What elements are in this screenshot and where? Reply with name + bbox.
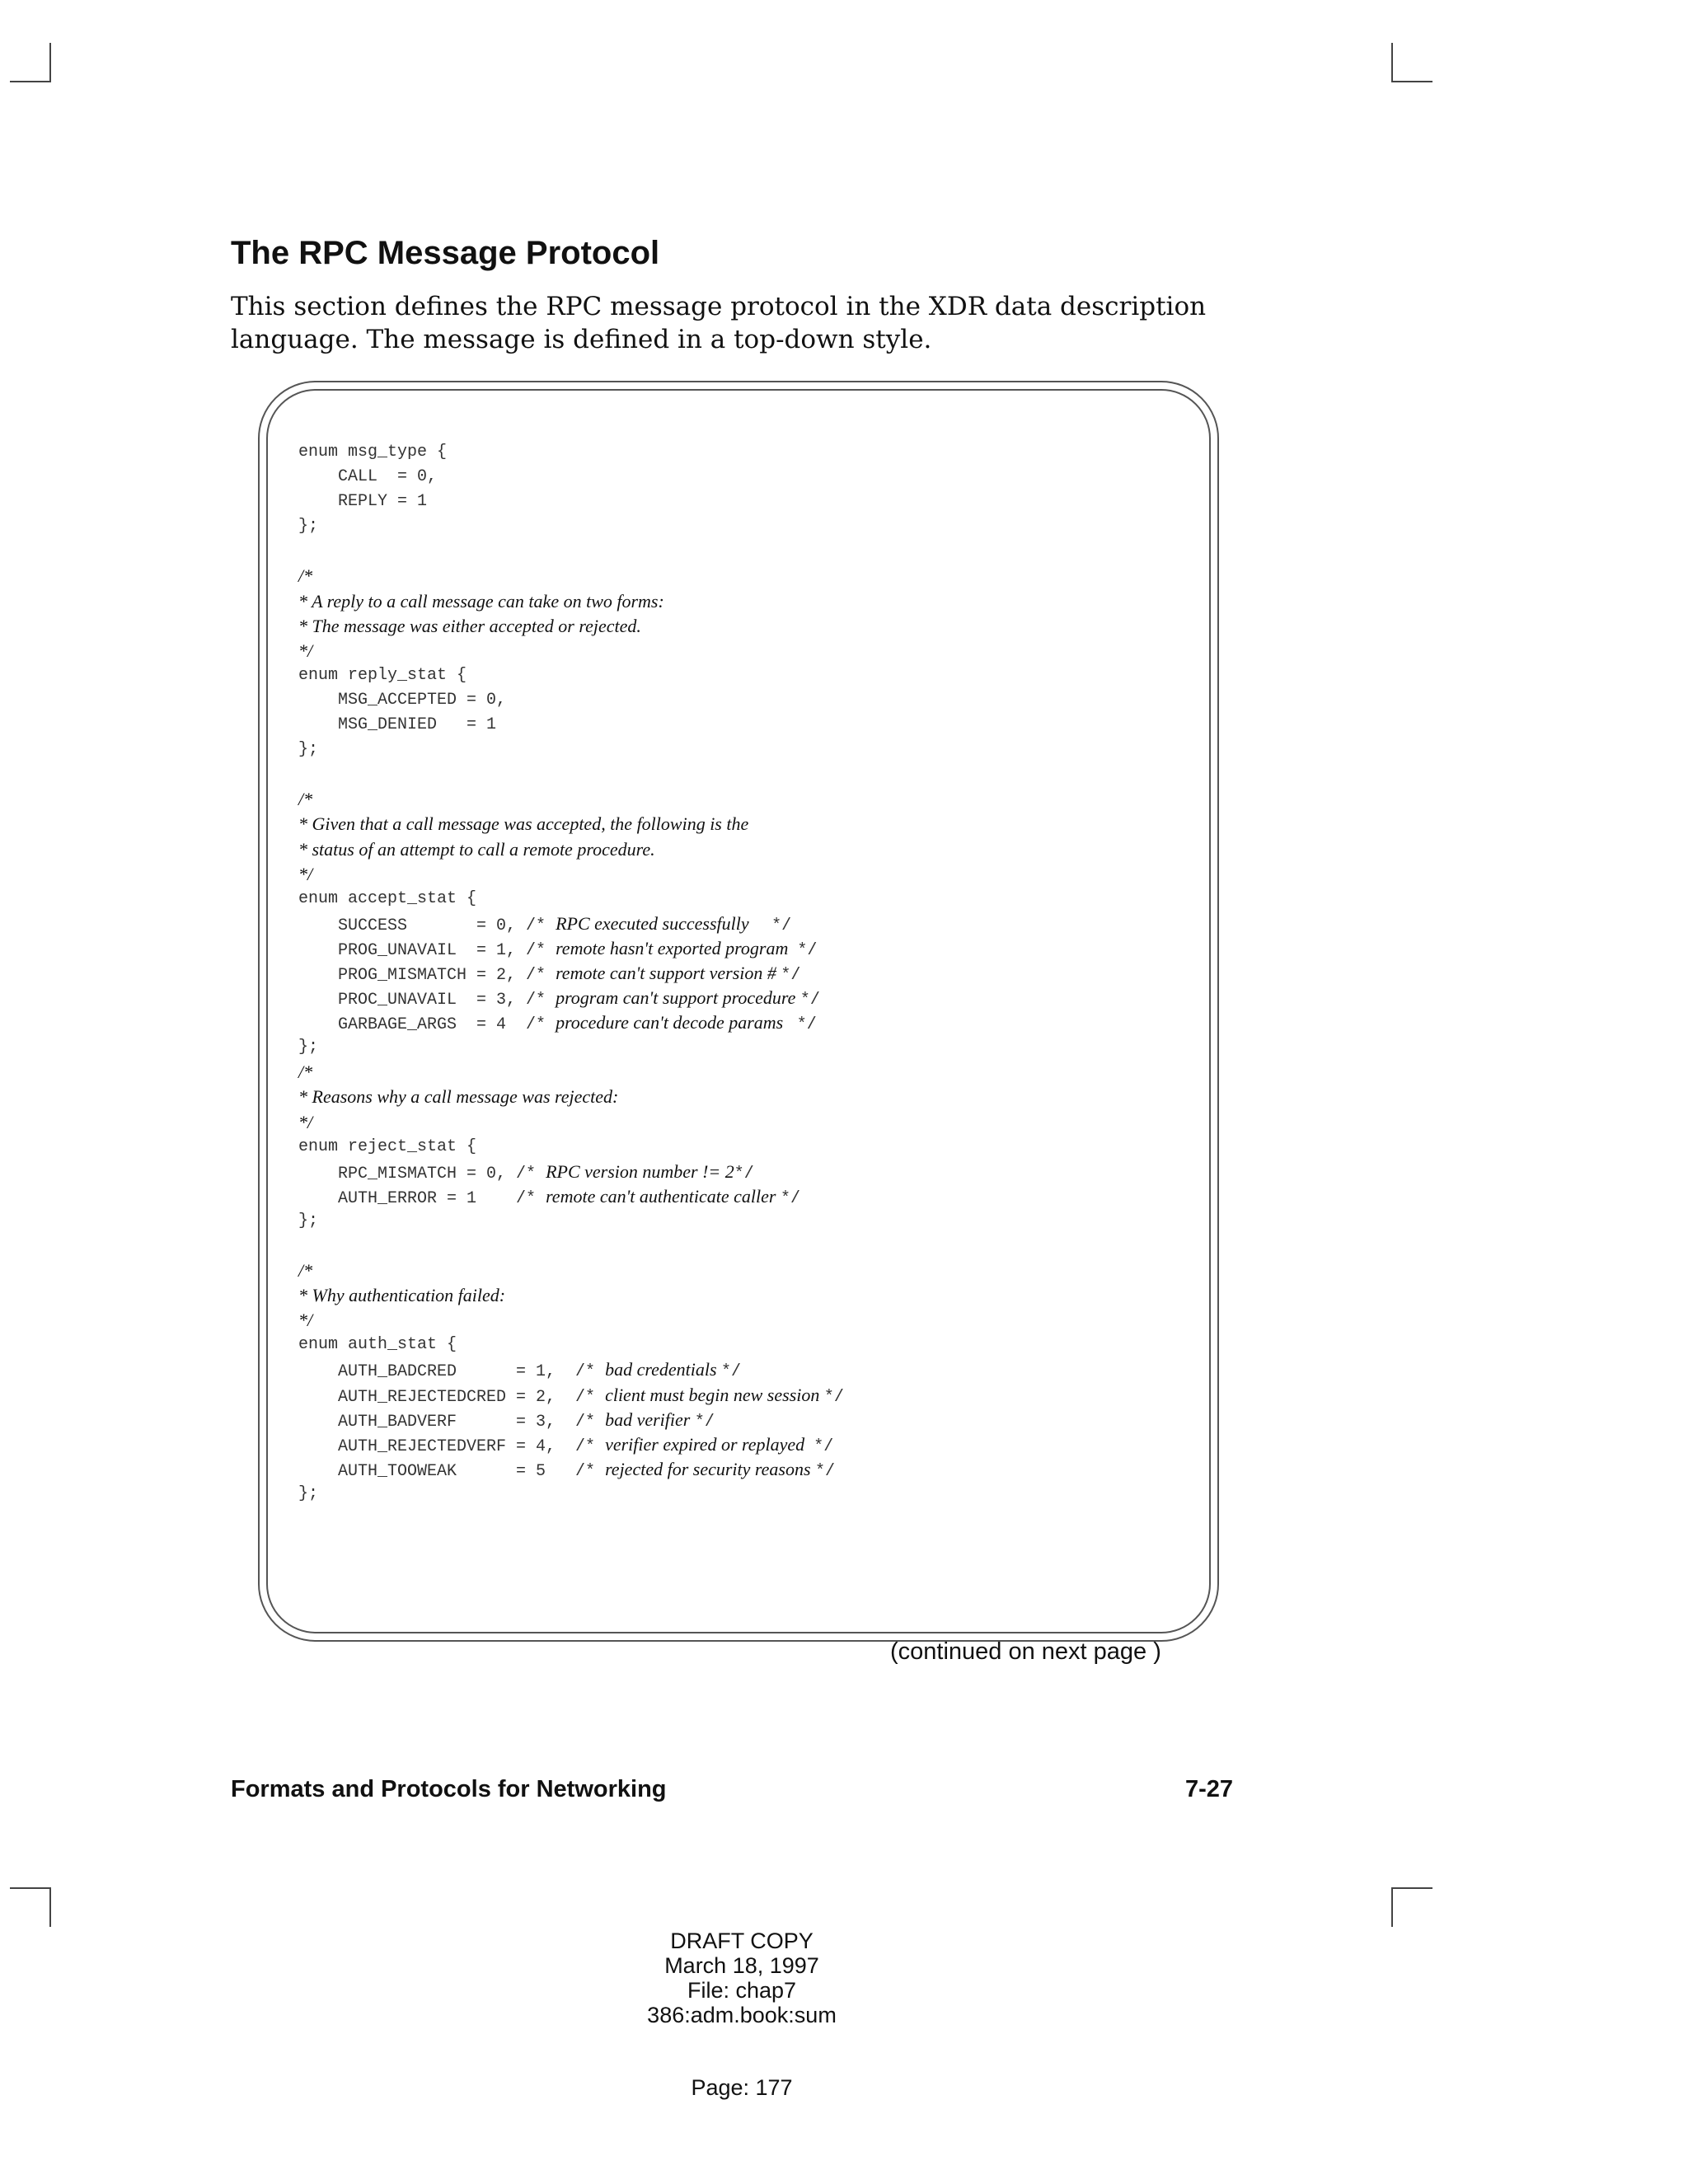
comment-end: */ xyxy=(796,1015,817,1035)
code-line xyxy=(298,1482,1189,1507)
draft-stamp xyxy=(577,1929,907,2027)
code-line xyxy=(298,1135,1189,1160)
draft-book: 386:adm.book:sum xyxy=(647,2003,837,2027)
code-text: }; xyxy=(298,1483,319,1503)
code-comment-line: */ xyxy=(298,863,313,884)
comment-end: */ xyxy=(815,1461,836,1481)
code-line xyxy=(298,1408,1189,1432)
code-text: AUTH_BADCRED = 1, /* xyxy=(298,1362,606,1382)
inline-comment: bad verifier xyxy=(605,1408,695,1430)
crop-mark-top-left-h xyxy=(10,81,51,82)
code-text: PROG_MISMATCH = 2, /* xyxy=(298,965,556,985)
code-line xyxy=(298,1357,1189,1382)
draft-page-number: Page: 177 xyxy=(691,2075,793,2100)
code-text: REPLY = 1 xyxy=(298,492,428,512)
code-line xyxy=(298,688,1189,713)
inline-comment: RPC version number != 2 xyxy=(546,1160,734,1182)
crop-mark-bottom-left-v xyxy=(49,1887,51,1927)
code-text: MSG_DENIED = 1 xyxy=(298,715,497,735)
intro-line: This section defines the RPC message protocol in the XDR data description xyxy=(231,292,1207,321)
comment-end: */ xyxy=(734,1164,754,1183)
code-line xyxy=(298,440,1189,465)
comment-end: */ xyxy=(814,1436,834,1456)
code-text: }; xyxy=(298,1211,319,1230)
comment-end: */ xyxy=(799,991,820,1010)
code-comment-line: * Why authentication failed: xyxy=(298,1285,506,1306)
draft-line: DRAFT COPY xyxy=(670,1929,814,1953)
code-text: enum accept_stat { xyxy=(298,888,477,908)
section-title: The RPC Message Protocol xyxy=(231,235,660,271)
comment-end: */ xyxy=(771,916,792,935)
inline-comment: remote can't support version # xyxy=(556,962,781,983)
inline-comment: bad credentials xyxy=(605,1359,721,1380)
code-text: enum msg_type { xyxy=(298,443,448,462)
code-text: MSG_ACCEPTED = 0, xyxy=(298,690,507,710)
comment-end: */ xyxy=(780,1188,800,1208)
code-text: enum auth_stat { xyxy=(298,1335,457,1355)
inline-comment: rejected for security reasons xyxy=(605,1458,816,1479)
code-text: enum reject_stat { xyxy=(298,1137,477,1156)
draft-file: File: chap7 xyxy=(687,1978,797,2003)
code-line xyxy=(298,1035,1189,1060)
crop-mark-bottom-left-h xyxy=(10,1887,51,1889)
code-comment-line: * status of an attempt to call a remote procedure. xyxy=(298,838,655,860)
code-line xyxy=(298,986,1189,1010)
code-line xyxy=(298,1432,1189,1457)
code-listing xyxy=(298,440,1189,1507)
code-line xyxy=(298,762,1189,787)
crop-mark-top-right-v xyxy=(1391,43,1393,82)
code-line xyxy=(298,1383,1189,1408)
code-line xyxy=(298,738,1189,762)
code-comment-line: */ xyxy=(298,1310,313,1331)
code-text: AUTH_REJECTEDVERF = 4, /* xyxy=(298,1436,606,1456)
code-text: enum reply_stat { xyxy=(298,665,467,685)
code-line xyxy=(298,961,1189,986)
code-text: PROG_UNAVAIL = 1, /* xyxy=(298,940,556,960)
intro-line: language. The message is defined in a top-down style. xyxy=(231,325,932,354)
comment-end: */ xyxy=(694,1412,715,1432)
inline-comment: remote can't authenticate caller xyxy=(546,1185,781,1207)
code-text: }; xyxy=(298,740,319,760)
intro-paragraph xyxy=(231,290,1220,356)
code-text: AUTH_REJECTEDCRED = 2, /* xyxy=(298,1387,606,1407)
code-line xyxy=(298,1160,1189,1184)
code-text: AUTH_BADVERF = 3, /* xyxy=(298,1412,606,1432)
code-comment-line: * Given that a call message was accepted, the following is the xyxy=(298,813,749,835)
code-comment-line: /* xyxy=(298,565,313,587)
code-text: PROC_UNAVAIL = 3, /* xyxy=(298,991,556,1010)
comment-end: */ xyxy=(721,1362,742,1382)
code-line xyxy=(298,490,1189,514)
code-comment-line: * The message was either accepted or rejected. xyxy=(298,615,641,636)
code-line xyxy=(298,1457,1189,1482)
crop-mark-bottom-right-h xyxy=(1391,1887,1432,1889)
inline-comment: program can't support procedure xyxy=(556,987,800,1009)
crop-mark-top-right-h xyxy=(1391,81,1432,82)
footer-title: Formats and Protocols for Networking xyxy=(231,1776,667,1802)
code-line xyxy=(298,539,1189,564)
continued-note: (continued on next page ) xyxy=(890,1638,1161,1665)
code-line xyxy=(298,1333,1189,1357)
code-text: SUCCESS = 0, /* xyxy=(298,916,556,935)
code-line xyxy=(298,1209,1189,1234)
code-text: GARBAGE_ARGS = 4 /* xyxy=(298,1015,556,1035)
code-text: CALL = 0, xyxy=(298,467,438,487)
code-line xyxy=(298,1234,1189,1258)
code-comment-line: /* xyxy=(298,1062,313,1083)
crop-mark-top-left-v xyxy=(49,43,51,82)
code-line xyxy=(298,912,1189,936)
comment-end: */ xyxy=(823,1387,844,1407)
code-line xyxy=(298,1010,1189,1035)
code-comment-line: * Reasons why a call message was rejected: xyxy=(298,1086,619,1108)
code-line xyxy=(298,465,1189,490)
footer-page-ref: 7-27 xyxy=(1185,1776,1234,1802)
code-comment-line: * A reply to a call message can take on two forms: xyxy=(298,590,664,612)
inline-comment: procedure can't decode params xyxy=(556,1012,797,1033)
draft-date: March 18, 1997 xyxy=(664,1953,819,1978)
code-line xyxy=(298,514,1189,539)
code-line xyxy=(298,936,1189,961)
code-text: AUTH_ERROR = 1 /* xyxy=(298,1188,546,1208)
code-line xyxy=(298,713,1189,738)
code-text: }; xyxy=(298,1038,319,1057)
code-line xyxy=(298,1184,1189,1209)
code-comment-line: */ xyxy=(298,640,313,661)
code-comment-line: /* xyxy=(298,1260,313,1282)
comment-end: */ xyxy=(781,965,801,985)
code-text: }; xyxy=(298,517,319,537)
inline-comment: verifier expired or replayed xyxy=(605,1433,814,1455)
code-comment-line: /* xyxy=(298,789,313,810)
code-line xyxy=(298,887,1189,912)
code-line xyxy=(298,663,1189,688)
code-comment-line: */ xyxy=(298,1111,313,1132)
inline-comment: client must begin new session xyxy=(605,1384,824,1405)
inline-comment: remote hasn't exported program xyxy=(556,937,798,958)
inline-comment: RPC executed successfully xyxy=(556,912,772,934)
code-text: AUTH_TOOWEAK = 5 /* xyxy=(298,1461,606,1481)
code-text: RPC_MISMATCH = 0, /* xyxy=(298,1164,546,1183)
comment-end: */ xyxy=(797,940,818,960)
crop-mark-bottom-right-v xyxy=(1391,1887,1393,1927)
